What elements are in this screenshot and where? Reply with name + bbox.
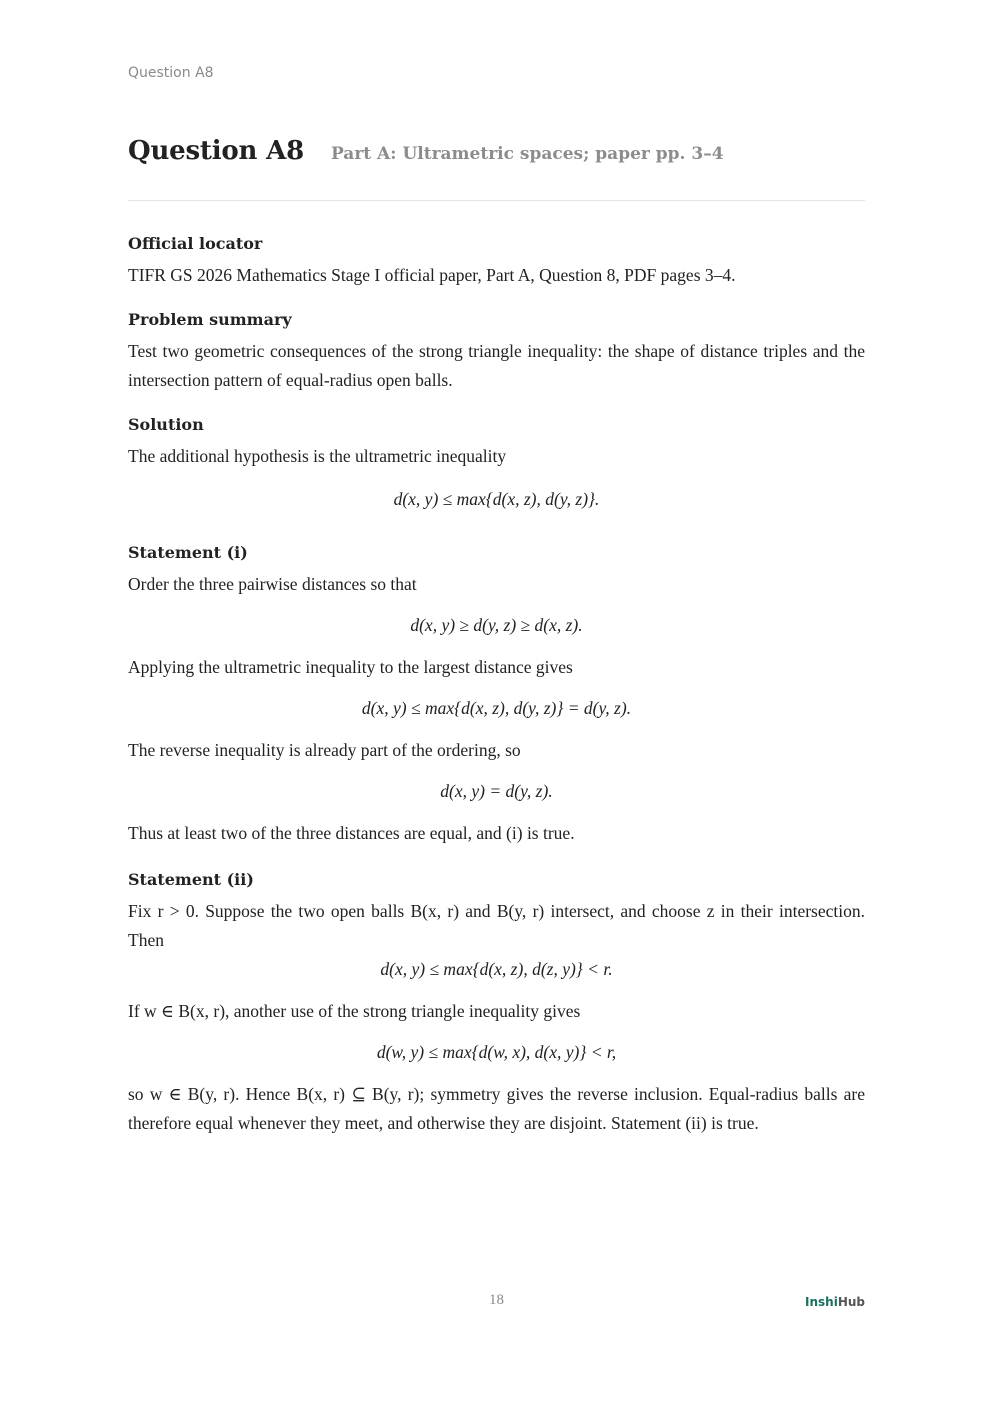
statement-i-para-2: Applying the ultrametric inequality to the largest distance gives (128, 657, 573, 677)
solution-equation: d(x, y) ≤ max{d(x, z), d(y, z)}. (393, 489, 600, 509)
statement-i-equation-1: d(x, y) ≥ d(y, z) ≥ d(x, z). (410, 615, 583, 635)
brand-part-1: Inshi (805, 1295, 838, 1309)
summary-heading: Problem summary (128, 310, 292, 329)
title-divider (128, 200, 865, 201)
statement-i-equation-2: d(x, y) ≤ max{d(x, z), d(y, z)} = d(y, z). (361, 698, 632, 718)
solution-heading: Solution (128, 415, 204, 434)
solution-text: The additional hypothesis is the ultrametric inequality (128, 446, 507, 466)
statement-ii-equation-2: d(w, y) ≤ max{d(w, x), d(x, y)} < r, (376, 1042, 617, 1062)
locator-text: TIFR GS 2026 Mathematics Stage I official paper, Part A, Question 8, PDF pages 3–4. (128, 265, 736, 285)
statement-i-para-3: The reverse inequality is already part of the ordering, so (128, 740, 521, 760)
statement-ii-equation-1: d(x, y) ≤ max{d(x, z), d(z, y)} < r. (380, 959, 613, 979)
title-row (128, 136, 865, 166)
brand-part-2: Hub (837, 1295, 865, 1309)
statement-i-para-1: Order the three pairwise distances so that (128, 574, 417, 594)
statement-i-heading: Statement (i) (128, 543, 248, 562)
locator-heading: Official locator (128, 234, 263, 253)
statement-ii-para-1: Fix r > 0. Suppose the two open balls B(x, r) and B(y, r) intersect, and choose z in their intersection. Then (128, 901, 865, 950)
page-subtitle: Part A: Ultrametric spaces; paper pp. 3–4 (330, 144, 724, 164)
brand-logo (805, 1295, 865, 1309)
page-number: 18 (489, 1292, 504, 1308)
page-title: Question A8 (128, 136, 304, 166)
summary-text: Test two geometric consequences of the strong triangle inequality: the shape of distance triples and the intersection pattern of equal-radius open balls. (128, 341, 865, 390)
running-head: Question A8 (128, 65, 214, 81)
statement-i-equation-3: d(x, y) = d(y, z). (440, 781, 553, 801)
statement-ii-heading: Statement (ii) (128, 870, 254, 889)
statement-ii-para-2: If w ∈ B(x, r), another use of the strong triangle inequality gives (128, 1001, 581, 1021)
statement-i-para-4: Thus at least two of the three distances are equal, and (i) is true. (128, 823, 575, 843)
statement-ii-para-3: so w ∈ B(y, r). Hence B(x, r) ⊆ B(y, r); symmetry gives the reverse inclusion. Equal-radius balls are therefore equal whenever they meet, and otherwise they are disjoint. Statement (ii) is true. (128, 1084, 865, 1133)
document-body (128, 232, 865, 1138)
